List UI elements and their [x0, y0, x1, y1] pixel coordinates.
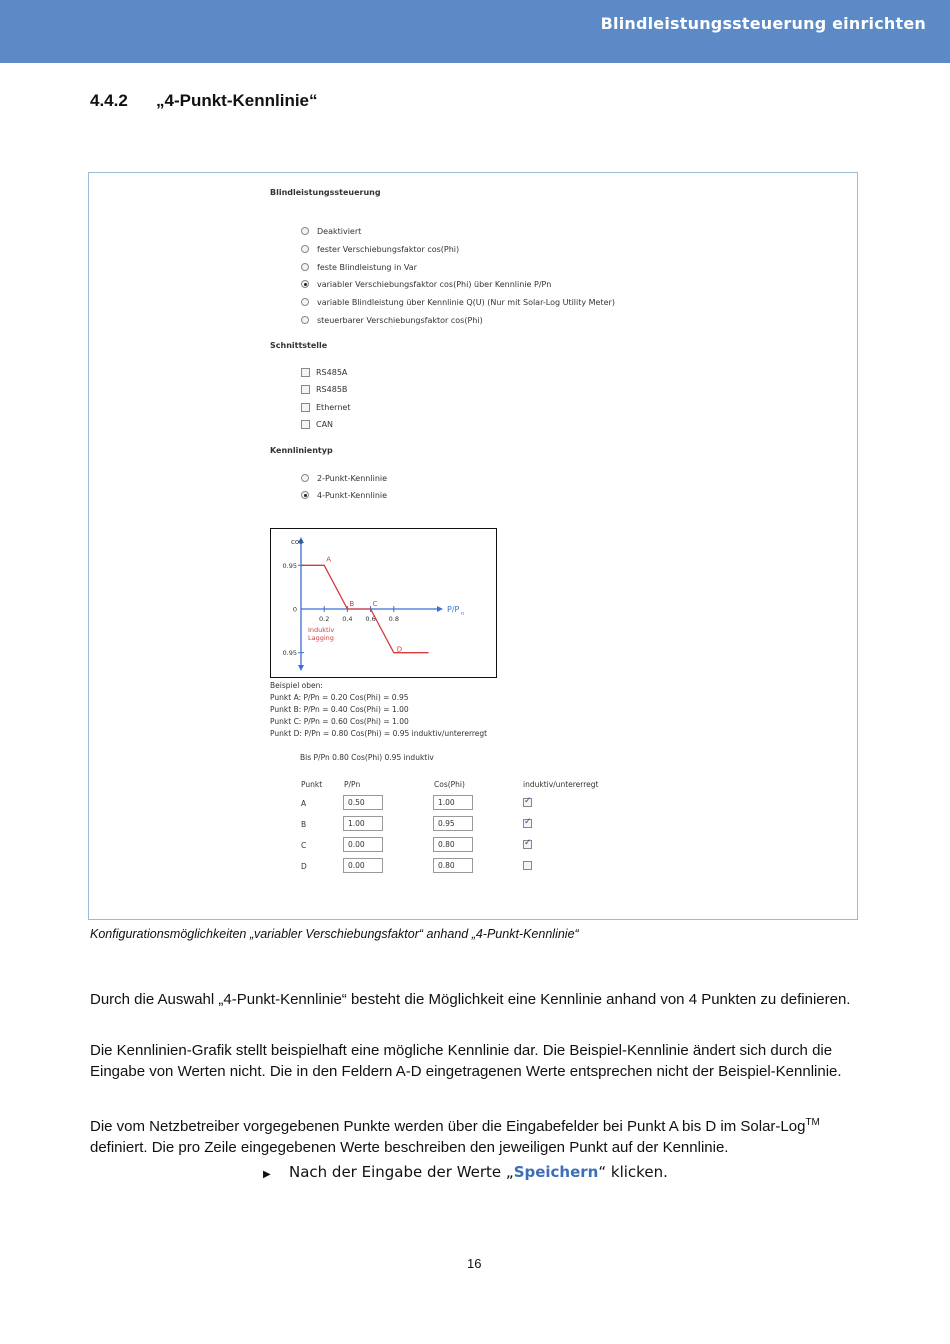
- radio-label: fester Verschiebungsfaktor cos(Phi): [317, 244, 460, 254]
- step-suffix: “ klicken.: [598, 1163, 668, 1181]
- x-axis-label: P/P: [447, 605, 460, 614]
- table-header: induktiv/untererregt: [523, 780, 599, 789]
- x-axis-arrow: [437, 606, 443, 612]
- y-tick-label: 0: [292, 605, 297, 614]
- radio-button[interactable]: [301, 316, 309, 324]
- radio-button[interactable]: [301, 474, 309, 482]
- point-label: B: [349, 600, 355, 608]
- point-label: D: [396, 645, 403, 654]
- radio-button[interactable]: [301, 298, 309, 306]
- group-title-blindleistung: Blindleistungssteuerung: [270, 188, 381, 197]
- interface-label: RS485B: [316, 384, 348, 394]
- y-tick-label: 0.95: [282, 649, 297, 658]
- example-line: Punkt D: P/Pn = 0.80 Cos(Phi) = 0.95 induktiv/untererregt: [270, 729, 488, 738]
- interface-checkbox[interactable]: [301, 368, 310, 377]
- example-summary: Bis P/Pn 0.80 Cos(Phi) 0.95 induktiv: [300, 753, 434, 762]
- radio-option[interactable]: [301, 225, 361, 237]
- paragraph-1: Durch die Auswahl „4-Punkt-Kennlinie“ besteht die Möglichkeit eine Kennlinie anhand von 4 Punkten zu definieren.: [90, 991, 851, 1008]
- ppn-input[interactable]: 0.00: [343, 858, 383, 873]
- x-tick-label: 0.2: [319, 615, 330, 623]
- paragraph-3-text-a: Die vom Netzbetreiber vorgegebenen Punkte werden über die Eingabefelder bei Punkt A bis D im Solar-Log: [90, 1118, 806, 1135]
- ppn-input[interactable]: 1.00: [343, 816, 383, 831]
- annotation-text: Induktiv: [308, 626, 335, 634]
- curve-chart: [270, 528, 497, 678]
- table-header: P/Pn: [344, 780, 361, 789]
- page-header: [0, 0, 950, 63]
- ppn-input[interactable]: 0.00: [343, 837, 383, 852]
- example-line: Punkt A: P/Pn = 0.20 Cos(Phi) = 0.95: [270, 693, 409, 702]
- paragraph-2: Die Kennlinien-Grafik stellt beispielhaft eine mögliche Kennlinie dar. Die Beispiel-Kennlinie ändert sich durch die Eingabe von Werten nicht. Die in den Feldern A-D eingetragenen Werte entsprechen nicht der Beispiel-Kennlinie.: [90, 1042, 842, 1080]
- example-line: Punkt B: P/Pn = 0.40 Cos(Phi) = 1.00: [270, 705, 409, 714]
- cosphi-input[interactable]: 1.00: [433, 795, 473, 810]
- curve-type-option[interactable]: [301, 489, 387, 501]
- radio-option[interactable]: [301, 314, 483, 326]
- example-title: Beispiel oben:: [270, 681, 323, 690]
- radio-button[interactable]: [301, 491, 309, 499]
- ppn-input[interactable]: 0.50: [343, 795, 383, 810]
- page-number: 16: [467, 1256, 482, 1271]
- header-title: Blindleistungssteuerung einrichten: [600, 14, 926, 33]
- arrow-right-icon: ▶: [263, 1169, 271, 1180]
- section-number: 4.4.2: [90, 91, 128, 110]
- radio-button[interactable]: [301, 227, 309, 235]
- y-axis-label: cos: [291, 538, 303, 546]
- interface-option[interactable]: [301, 383, 347, 395]
- radio-label: feste Blindleistung in Var: [317, 262, 417, 272]
- radio-label: steuerbarer Verschiebungsfaktor cos(Phi): [317, 315, 483, 325]
- table-header: Cos(Phi): [434, 780, 465, 789]
- inductive-checkbox[interactable]: [523, 798, 532, 807]
- paragraph-3-text-b: definiert. Die pro Zeile eingegebenen Werte beschreiben den jeweiligen Punkt auf der Kennlinie.: [90, 1139, 729, 1156]
- x-axis-label-sub: n: [461, 611, 465, 617]
- interface-checkbox[interactable]: [301, 385, 310, 394]
- interface-checkbox[interactable]: [301, 403, 310, 412]
- radio-option[interactable]: [301, 278, 551, 290]
- example-line: Punkt C: P/Pn = 0.60 Cos(Phi) = 1.00: [270, 717, 409, 726]
- screenshot-frame: [88, 172, 858, 920]
- inductive-checkbox[interactable]: [523, 819, 532, 828]
- curve-type-label: 4-Punkt-Kennlinie: [317, 490, 388, 500]
- section-heading: „4-Punkt-Kennlinie“: [156, 91, 318, 110]
- interface-label: Ethernet: [316, 402, 351, 412]
- config-form: [89, 173, 857, 919]
- step-prefix: Nach der Eingabe der Werte „: [289, 1163, 514, 1181]
- radio-button[interactable]: [301, 245, 309, 253]
- figure-caption: Konfigurationsmöglichkeiten „variabler Verschiebungsfaktor“ anhand „4-Punkt-Kennlinie“: [90, 927, 579, 941]
- radio-button[interactable]: [301, 280, 309, 288]
- radio-option[interactable]: [301, 296, 615, 308]
- table-cell-punkt: A: [301, 799, 307, 808]
- curve-type-label: 2-Punkt-Kennlinie: [317, 473, 388, 483]
- table-cell-punkt: C: [301, 841, 307, 850]
- curve-chart-svg: [271, 529, 496, 677]
- table-cell-punkt: B: [301, 820, 307, 829]
- radio-button[interactable]: [301, 263, 309, 271]
- radio-label: variabler Verschiebungsfaktor cos(Phi) über Kennlinie P/Pn: [317, 279, 552, 289]
- inductive-checkbox[interactable]: [523, 840, 532, 849]
- cosphi-input[interactable]: 0.80: [433, 837, 473, 852]
- instruction-step: [263, 1163, 668, 1181]
- x-tick-label: 0.4: [342, 615, 353, 623]
- trademark-sup: TM: [805, 1117, 820, 1128]
- radio-label: variable Blindleistung über Kennlinie Q(U) (Nur mit Solar-Log Utility Meter): [317, 297, 615, 307]
- inductive-checkbox[interactable]: [523, 861, 532, 870]
- point-label: A: [326, 555, 331, 564]
- paragraph-3: [90, 1112, 870, 1158]
- group-title-kennlinientyp: Kennlinientyp: [270, 446, 333, 455]
- table-cell-punkt: D: [301, 862, 307, 871]
- x-tick-label: 0.6: [365, 615, 376, 623]
- annotation-text: Lagging: [308, 634, 334, 642]
- x-tick-label: 0.8: [388, 615, 399, 623]
- save-link[interactable]: Speichern: [513, 1163, 599, 1181]
- interface-checkbox[interactable]: [301, 420, 310, 429]
- cosphi-input[interactable]: 0.80: [433, 858, 473, 873]
- radio-label: Deaktiviert: [317, 226, 362, 236]
- group-title-schnittstelle: Schnittstelle: [270, 341, 328, 350]
- y-tick-label: 0.95: [282, 561, 297, 570]
- interface-option[interactable]: [301, 418, 333, 430]
- table-header: Punkt: [301, 780, 323, 789]
- interface-option[interactable]: [301, 366, 347, 378]
- curve-type-option[interactable]: [301, 472, 387, 484]
- interface-label: CAN: [316, 419, 334, 429]
- interface-option[interactable]: [301, 401, 350, 413]
- y-axis-arrow-down: [298, 665, 304, 671]
- interface-label: RS485A: [316, 367, 348, 377]
- radio-option[interactable]: [301, 243, 459, 255]
- radio-option[interactable]: [301, 261, 417, 273]
- point-label: C: [372, 600, 378, 608]
- cosphi-input[interactable]: 0.95: [433, 816, 473, 831]
- section-title: [90, 91, 318, 111]
